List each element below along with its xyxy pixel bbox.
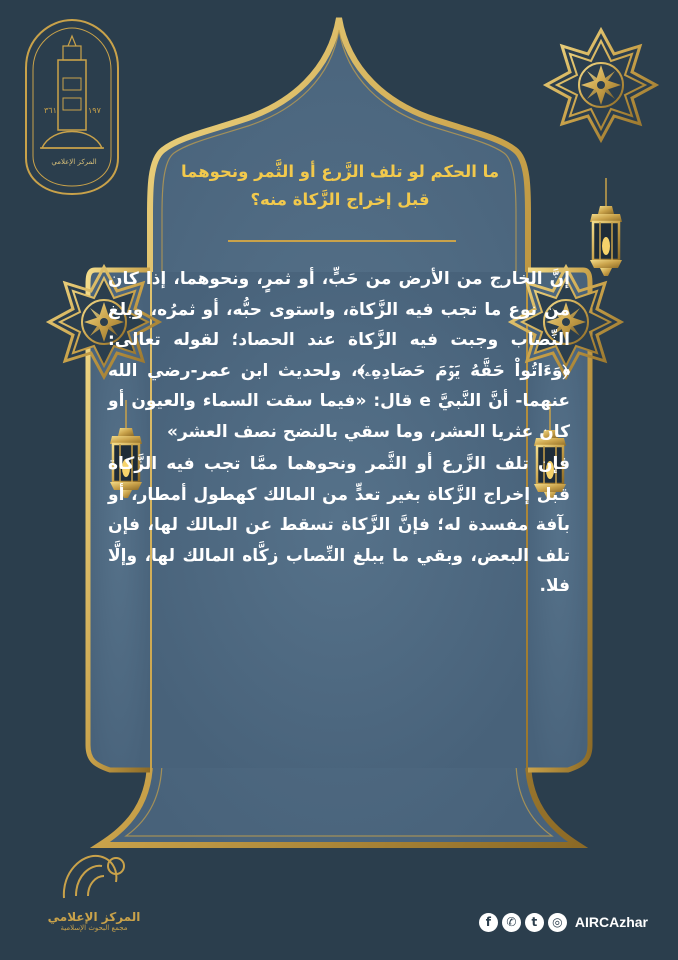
title-divider bbox=[228, 240, 456, 242]
svg-text:٣٦١: ٣٦١ bbox=[44, 106, 57, 115]
twitter-icon[interactable]: t bbox=[525, 913, 544, 932]
page-title bbox=[150, 158, 530, 214]
media-center-logo-icon bbox=[64, 856, 124, 898]
bottom-logo-text bbox=[46, 910, 142, 932]
ornament-top-right-icon bbox=[546, 30, 656, 140]
lantern-top-right-icon bbox=[590, 178, 622, 276]
title-line-1: ما الحكم لو تلف الزَّرع أو الثَّمر ونحوهما bbox=[180, 162, 500, 181]
social-bar bbox=[479, 909, 648, 935]
instagram-icon[interactable]: ◎ bbox=[548, 913, 567, 932]
body-paragraph-1: إنَّ الخارج من الأرض من حَبٍّ، أو ثمرٍ، ونحوهما، إذا كان من نوع ما تجب فيه الزَّكاة، واستوى حبُّه، أو ثمرُه، وبلغ النِّصاب وجبت فيه الزَّكاة عند الحصاد؛ لقوله تعالى: ﴿وَءَاتُواْ حَقَّهُ يَوۡمَ حَصَادِهِۦ﴾، ولحديث ابن عمر-رضي الله عنهما- أنَّ النَّبيَّ e قال: «فيما سقت السماء والعيون أو كان عثريا العشر، وما سقي بالنضح نصف العشر» bbox=[108, 269, 570, 442]
whatsapp-icon[interactable]: ✆ bbox=[502, 913, 521, 932]
bottom-logo-line-2: مجمع البحوث الإسلامية bbox=[60, 924, 128, 932]
top-logo-caption: المركز الإعلامي bbox=[51, 158, 97, 166]
body-text bbox=[108, 264, 570, 602]
social-handle[interactable]: AIRCAzhar bbox=[574, 914, 648, 930]
bottom-logo-line-1: المركز الإعلامي bbox=[47, 910, 141, 924]
svg-text:١٩٧: ١٩٧ bbox=[88, 106, 101, 115]
title-line-2: قبل إخراج الزَّكاة منه؟ bbox=[250, 190, 430, 209]
azhar-emblem-icon bbox=[26, 20, 118, 194]
facebook-icon[interactable]: f bbox=[479, 913, 498, 932]
body-paragraph-2: فإن تلف الزَّرع أو الثَّمر ونحوهما ممَّا تجب فيه الزَّكاة قبل إخراج الزَّكاة بغير تعدٍّ من المالك كهطول أمطار، أو بآفة مفسدة له؛ فإنَّ الزَّكاة تسقط عن المالك لها، فإن تلف البعض، وبقي ما يبلغ النِّصاب زكَّاه المالك لها، وإلَّا فلا. bbox=[108, 454, 570, 596]
